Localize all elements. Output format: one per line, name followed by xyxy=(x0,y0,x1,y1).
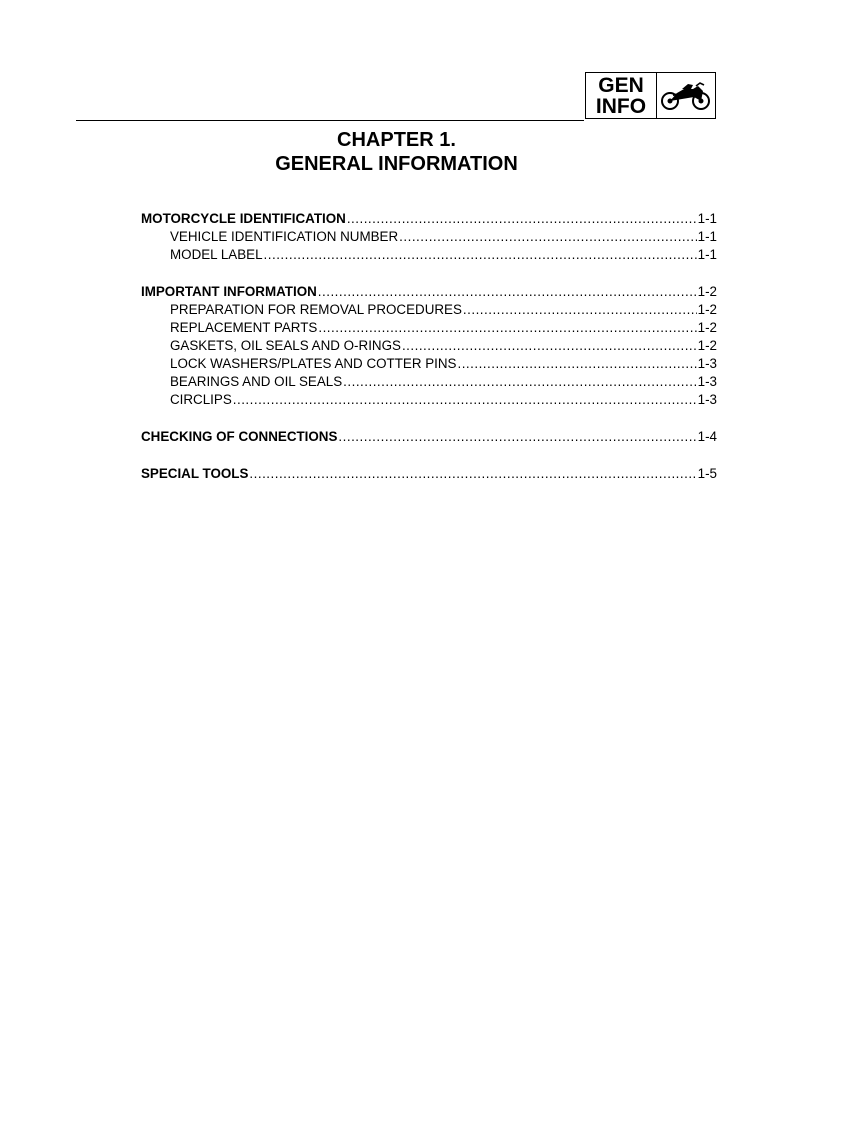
toc-entry-preparation-for-removal[interactable] xyxy=(141,301,717,319)
tab-line-info: INFO xyxy=(595,94,647,118)
dot-leader xyxy=(318,283,697,301)
toc-entry-page: 1-3 xyxy=(697,356,717,371)
toc-entry-important-information[interactable] xyxy=(141,283,717,301)
dot-leader xyxy=(249,465,696,483)
toc-entry-page: 1-1 xyxy=(697,229,717,244)
table-of-contents xyxy=(141,210,717,483)
toc-entry-title: MOTORCYCLE IDENTIFICATION xyxy=(141,211,346,226)
tab-line-gen: GEN xyxy=(598,73,644,97)
toc-entry-page: 1-2 xyxy=(697,320,717,335)
section-tab-label xyxy=(586,73,657,118)
dot-leader xyxy=(338,428,696,446)
toc-entry-page: 1-1 xyxy=(697,247,717,262)
dot-leader xyxy=(264,246,697,264)
toc-entry-page: 1-2 xyxy=(697,302,717,317)
toc-entry-title: VEHICLE IDENTIFICATION NUMBER xyxy=(170,229,399,244)
toc-entry-bearings-oil-seals[interactable] xyxy=(141,373,717,391)
toc-entry-model-label[interactable] xyxy=(141,246,717,264)
section-tab xyxy=(585,72,716,119)
header-rule xyxy=(76,120,584,121)
dot-leader xyxy=(233,391,697,409)
chapter-number: CHAPTER 1. xyxy=(337,129,456,151)
toc-entry-title: REPLACEMENT PARTS xyxy=(170,320,318,335)
toc-entry-checking-of-connections[interactable] xyxy=(141,428,717,446)
toc-entry-vehicle-identification-number[interactable] xyxy=(141,228,717,246)
toc-entry-title: LOCK WASHERS/PLATES AND COTTER PINS xyxy=(170,356,457,371)
toc-entry-title: GASKETS, OIL SEALS AND O-RINGS xyxy=(170,338,401,353)
dot-leader xyxy=(347,210,697,228)
toc-entry-title: BEARINGS AND OIL SEALS xyxy=(170,374,343,389)
toc-entry-lock-washers[interactable] xyxy=(141,355,717,373)
toc-entry-gaskets-oil-seals[interactable] xyxy=(141,337,717,355)
dot-leader xyxy=(402,337,697,355)
toc-entry-page: 1-2 xyxy=(697,284,717,299)
toc-entry-page: 1-4 xyxy=(697,429,717,444)
toc-entry-page: 1-1 xyxy=(697,211,717,226)
dot-leader xyxy=(343,373,696,391)
dot-leader xyxy=(399,228,696,246)
dot-leader xyxy=(457,355,696,373)
toc-entry-title: CIRCLIPS xyxy=(170,392,232,407)
toc-entry-title: CHECKING OF CONNECTIONS xyxy=(141,429,338,444)
chapter-title: GENERAL INFORMATION xyxy=(275,153,518,175)
toc-entry-title: MODEL LABEL xyxy=(170,247,263,262)
toc-entry-title: SPECIAL TOOLS xyxy=(141,466,249,481)
toc-entry-page: 1-2 xyxy=(697,338,717,353)
toc-entry-special-tools[interactable] xyxy=(141,465,717,483)
toc-entry-page: 1-5 xyxy=(697,466,717,481)
toc-entry-page: 1-3 xyxy=(697,374,717,389)
toc-entry-page: 1-3 xyxy=(697,392,717,407)
toc-entry-circlips[interactable] xyxy=(141,391,717,409)
toc-entry-title: PREPARATION FOR REMOVAL PROCEDURES xyxy=(170,302,462,317)
toc-entry-replacement-parts[interactable] xyxy=(141,319,717,337)
motorcycle-icon xyxy=(657,73,715,118)
toc-entry-motorcycle-identification[interactable] xyxy=(141,210,717,228)
toc-entry-title: IMPORTANT INFORMATION xyxy=(141,284,317,299)
dot-leader xyxy=(463,301,697,319)
dot-leader xyxy=(318,319,696,337)
